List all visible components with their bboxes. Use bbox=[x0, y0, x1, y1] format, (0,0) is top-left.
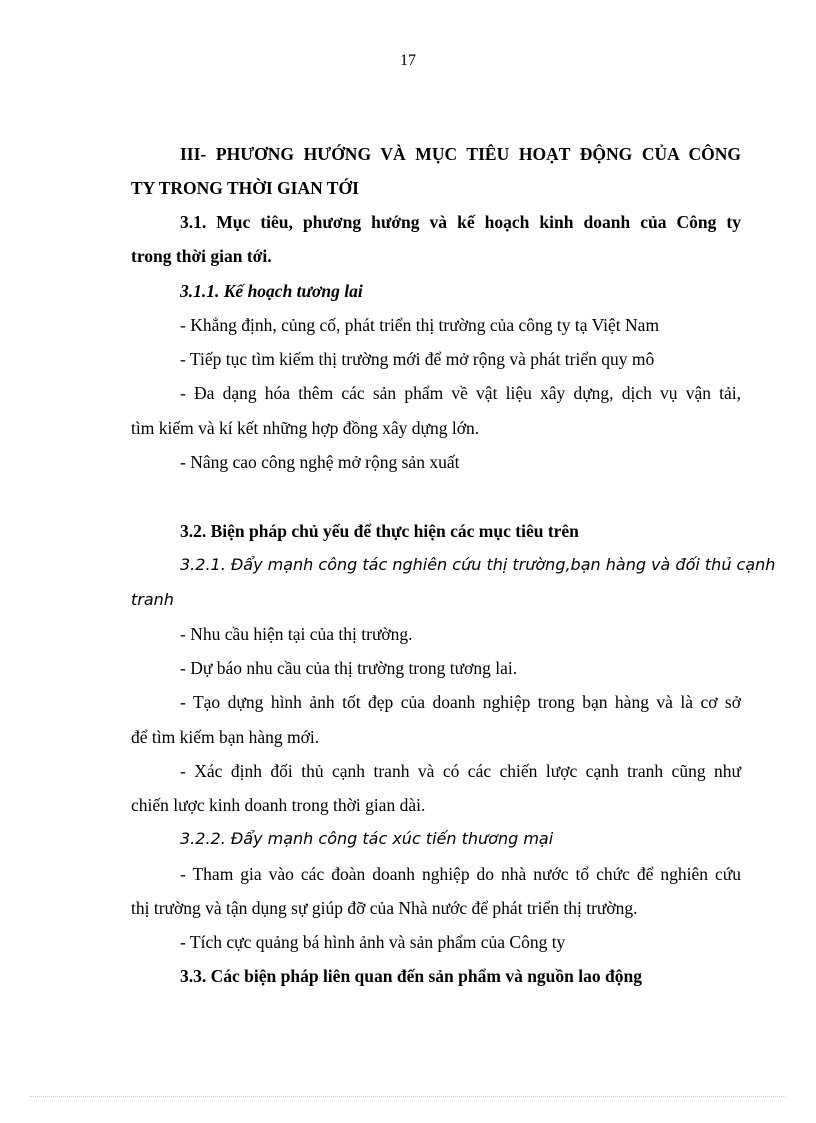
subsection-3-1-title-line-1: 3.1. Mục tiêu, phương hướng và kế hoạch kinh doanh của Công ty bbox=[180, 212, 741, 232]
paragraph-line: - Xác định đối thủ cạnh tranh và có các chiến lược cạnh tranh cũng như bbox=[180, 761, 741, 781]
subsection-3-3-title: 3.3. Các biện pháp liên quan đến sản phẩm và nguồn lao động bbox=[180, 966, 642, 986]
paragraph-line: - Khẳng định, củng cố, phát triển thị trường của công ty tạ Việt Nam bbox=[180, 315, 660, 335]
subsection-3-1-1-title: 3.1.1. Kế hoạch tương lai bbox=[180, 281, 363, 301]
paragraph-line: - Dự báo nhu cầu của thị trường trong tương lai. bbox=[180, 658, 518, 678]
paragraph-line: - Đa dạng hóa thêm các sản phẩm về vật liệu xây dựng, dịch vụ vận tải, bbox=[180, 383, 741, 403]
paragraph-line: - Nhu cầu hiện tại của thị trường. bbox=[180, 624, 413, 644]
section-heading-line-2: TY TRONG THỜI GIAN TỚI bbox=[131, 178, 359, 198]
subsection-3-2-title: 3.2. Biện pháp chủ yếu để thực hiện các mục tiêu trên bbox=[180, 521, 579, 541]
paragraph-line: để tìm kiếm bạn hàng mới. bbox=[131, 727, 320, 747]
subsection-3-1-title-line-2: trong thời gian tới. bbox=[131, 246, 272, 266]
paragraph-line: chiến lược kinh doanh trong thời gian dài. bbox=[131, 795, 426, 815]
page-bottom-divider bbox=[30, 1096, 786, 1097]
paragraph-line: tìm kiếm và kí kết những hợp đồng xây dựng lớn. bbox=[131, 418, 480, 438]
subsection-3-2-1-title-line-1: 3.2.1. Đẩy mạnh công tác nghiên cứu thị trường,bạn hàng và đối thủ cạnh bbox=[180, 555, 776, 574]
page-number: 17 bbox=[400, 52, 416, 69]
subsection-3-2-1-title-line-2: tranh bbox=[131, 590, 174, 609]
subsection-3-2-2-title: 3.2.2. Đẩy mạnh công tác xúc tiến thương mại bbox=[180, 829, 554, 848]
section-heading-line-1: III- PHƯƠNG HƯỚNG VÀ MỤC TIÊU HOẠT ĐỘNG CỦA CÔNG bbox=[180, 144, 741, 164]
paragraph-line: thị trường và tận dụng sự giúp đỡ của Nhà nước để phát triển thị trường. bbox=[131, 898, 638, 918]
paragraph-line: - Nâng cao công nghệ mở rộng sản xuất bbox=[180, 452, 460, 472]
paragraph-line: - Tích cực quảng bá hình ảnh và sản phẩm của Công ty bbox=[180, 932, 566, 952]
paragraph-line: - Tạo dựng hình ảnh tốt đẹp của doanh nghiệp trong bạn hàng và là cơ sở bbox=[180, 692, 741, 712]
paragraph-line: - Tham gia vào các đoàn doanh nghiệp do nhà nước tổ chức để nghiên cứu bbox=[180, 864, 741, 884]
paragraph-line: - Tiếp tục tìm kiếm thị trường mới để mở rộng và phát triển quy mô bbox=[180, 349, 655, 369]
